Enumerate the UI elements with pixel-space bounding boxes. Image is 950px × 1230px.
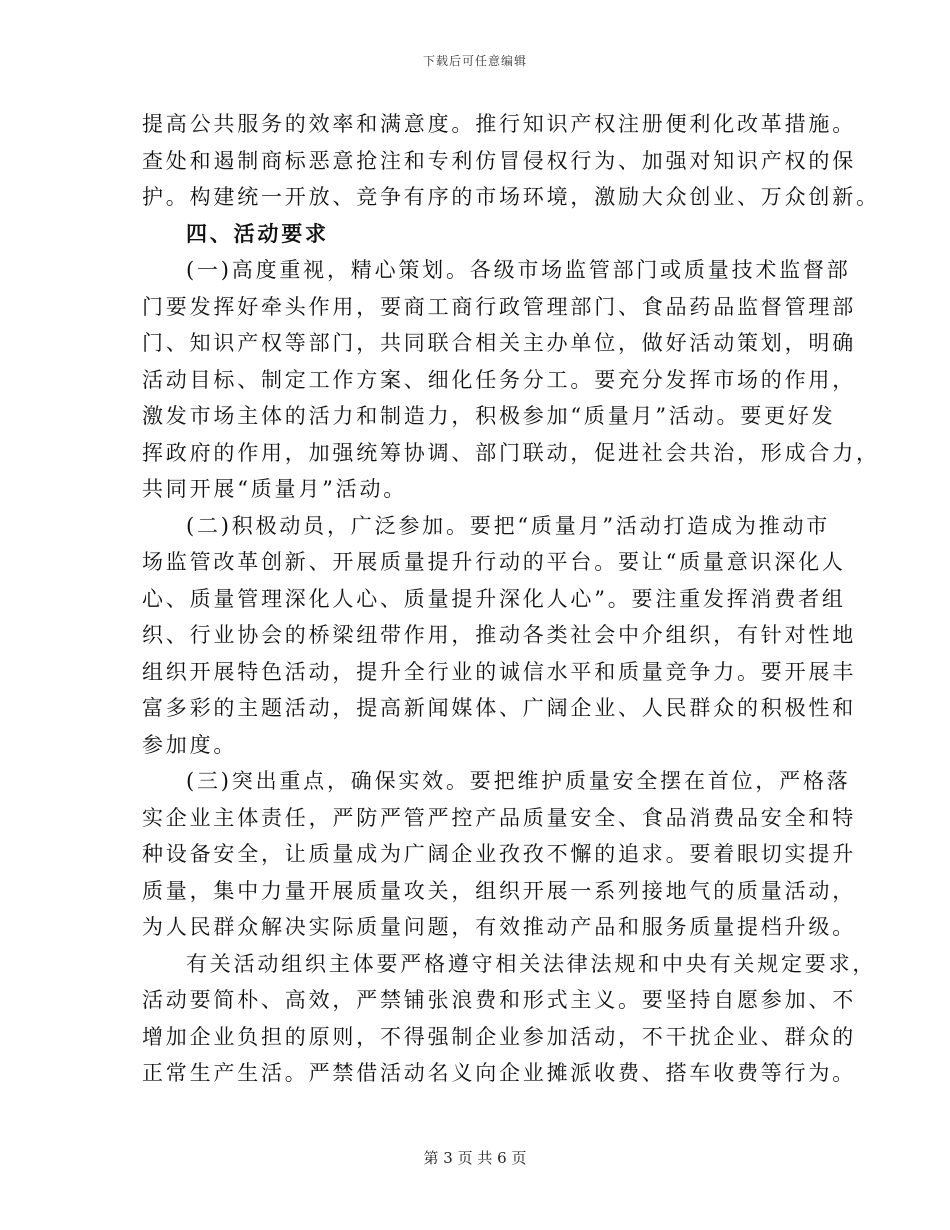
page-number: 第 3 页 共 6 页 [423, 1149, 527, 1167]
paragraph-first-line: (二)积极动员，广泛参加。要把“质量月”活动打造成为推动市 [186, 513, 831, 538]
paragraph-first-line: 有关活动组织主体要严格遵守相关法律法规和中央有关规定要求， [186, 951, 877, 976]
body-line: 质量，集中力量开展质量攻关，组织开展一系列接地气的质量活动， [142, 878, 856, 903]
body-line: 激发市场主体的活力和制造力，积极参加“质量月”活动。要更好发 [142, 404, 836, 428]
body-line: 种设备安全，让质量成为广阔企业孜孜不懈的追求。要着眼切实提升 [142, 842, 856, 866]
body-line: 门、知识产权等部门，共同联合相关主办单位，做好活动策划，明确 [142, 331, 856, 355]
body-line: 场监管改革创新、开展质量提升行动的平台。要让“质量意识深化人 [142, 550, 846, 574]
body-line: 活动要简朴、高效，严禁铺张浪费和形式主义。要坚持自愿参加、不 [142, 988, 856, 1012]
body-line: 共同开展“质量月”活动。 [142, 477, 408, 501]
body-line: 活动目标、制定工作方案、细化任务分工。要充分发挥市场的作用， [142, 367, 856, 392]
body-line: 门要发挥好牵头作用，要商工商行政管理部门、食品药品监督管理部 [142, 294, 856, 319]
body-line: 增加企业负担的原则，不得强制企业参加活动，不干扰企业、群众的 [142, 1024, 856, 1049]
body-line: 正常生产生活。严禁借活动名义向企业摊派收费、搭车收费等行为。 [142, 1061, 856, 1085]
body-line: 实企业主体责任，严防严管严控产品质量安全、食品消费品安全和特 [142, 805, 856, 830]
body-line: 护。构建统一开放、竞争有序的市场环境，激励大众创业、万众创新。 [142, 185, 880, 209]
body-line: 挥政府的作用，加强统筹协调、部门联动，促进社会共治，形成合力， [142, 440, 880, 465]
body-line: 参加度。 [142, 732, 238, 757]
section-heading: 四、活动要求 [186, 220, 329, 246]
body-line: 富多彩的主题活动，提高新闻媒体、广阔企业、人民群众的积极性和 [142, 696, 856, 720]
body-line: 组织开展特色活动，提升全行业的诚信水平和质量竞争力。要开展丰 [142, 659, 856, 684]
body-line: 心、质量管理深化人心、质量提升深化人心”。要注重发挥消费者组 [142, 586, 846, 611]
body-line: 查处和遏制商标恶意抢注和专利仿冒侵权行为、加强对知识产权的保 [142, 148, 856, 173]
document-body [142, 106, 880, 1092]
body-line: 织、行业协会的桥梁纽带作用，推动各类社会中介组织，有针对性地 [142, 623, 856, 647]
page-header-note: 下载后可任意编辑 [422, 54, 527, 68]
paragraph-first-line: (一)高度重视，精心策划。各级市场监管部门或质量技术监督部 [186, 258, 851, 282]
body-line: 提高公共服务的效率和满意度。推行知识产权注册便利化改革措施。 [142, 112, 856, 136]
paragraph-first-line: (三)突出重点，确保实效。要把维护质量安全摆在首位，严格落 [186, 769, 851, 793]
body-line: 为人民群众解决实际质量问题，有效推动产品和服务质量提档升级。 [142, 915, 856, 939]
